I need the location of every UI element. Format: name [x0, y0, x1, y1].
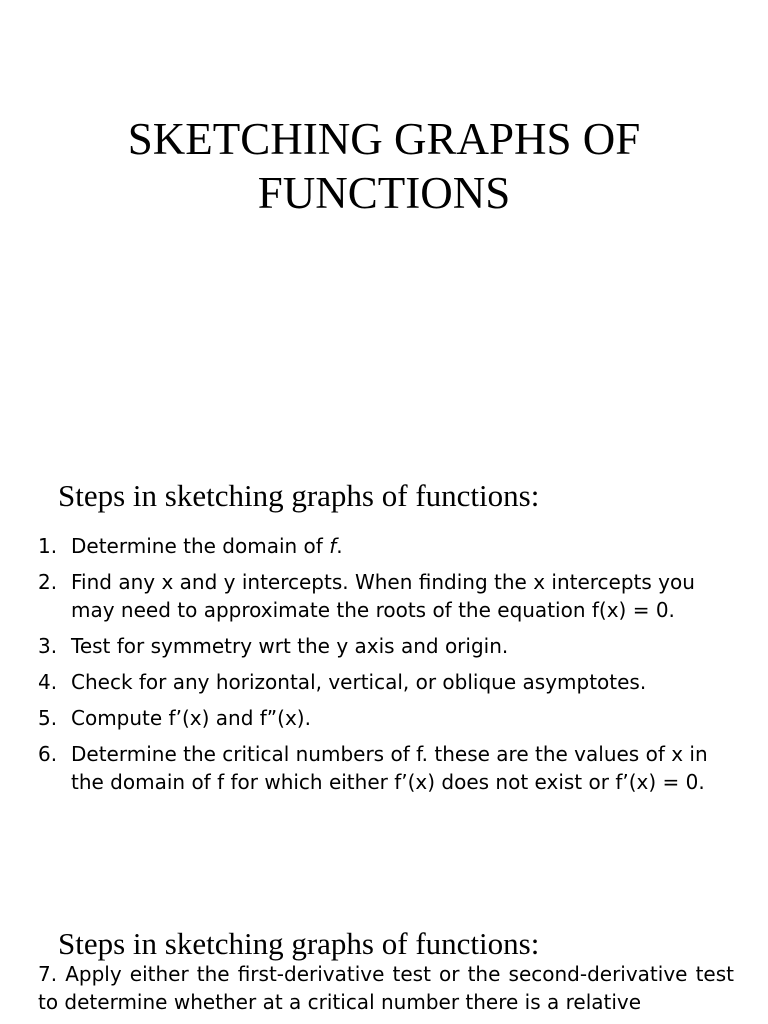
step-item: [38, 532, 738, 560]
step-text: Test for symmetry wrt the y axis and origin.: [71, 634, 509, 658]
step-item: [38, 704, 738, 732]
step-item: [38, 668, 738, 696]
slide-steps-continued: [0, 896, 768, 1024]
slide-title: [0, 0, 768, 448]
step-number: 1.: [38, 534, 58, 558]
steps-heading: Steps in sketching graphs of functions:: [58, 478, 540, 513]
step-7-paragraph: 7. Apply either the first-derivative test or the second-derivative test to determine whether at a critical number there is a relative: [38, 962, 734, 1014]
step-item: [38, 632, 738, 660]
step-number: 5.: [38, 706, 58, 730]
step-number: 3.: [38, 634, 58, 658]
document-title: [0, 112, 768, 220]
title-line-2: FUNCTIONS: [257, 168, 511, 218]
step-text: Determine the critical numbers of f. these are the values of x in the domain of f for which either f’(x) does not exist or f’(x) = 0.: [71, 742, 708, 794]
step-text-emphasis: f: [329, 534, 337, 558]
step-item: [38, 740, 738, 796]
steps-heading-continued: Steps in sketching graphs of functions:: [58, 926, 540, 961]
step-number: 4.: [38, 670, 58, 694]
slide-steps: [0, 448, 768, 896]
step-text: Compute f’(x) and f”(x).: [71, 706, 311, 730]
step-text: Check for any horizontal, vertical, or oblique asymptotes.: [71, 670, 647, 694]
step-text: Find any x and y intercepts. When finding the x intercepts you may need to approximate the roots of the equation f(x) = 0.: [71, 570, 695, 622]
step-text-suffix: .: [336, 534, 343, 558]
step-text-main: Determine the domain of: [71, 534, 330, 558]
step-number: 2.: [38, 570, 58, 594]
title-line-1: SKETCHING GRAPHS OF: [127, 114, 641, 164]
step-text: [71, 532, 738, 560]
step-item: [38, 568, 738, 624]
steps-list: [38, 532, 738, 804]
step-number: 6.: [38, 742, 58, 766]
